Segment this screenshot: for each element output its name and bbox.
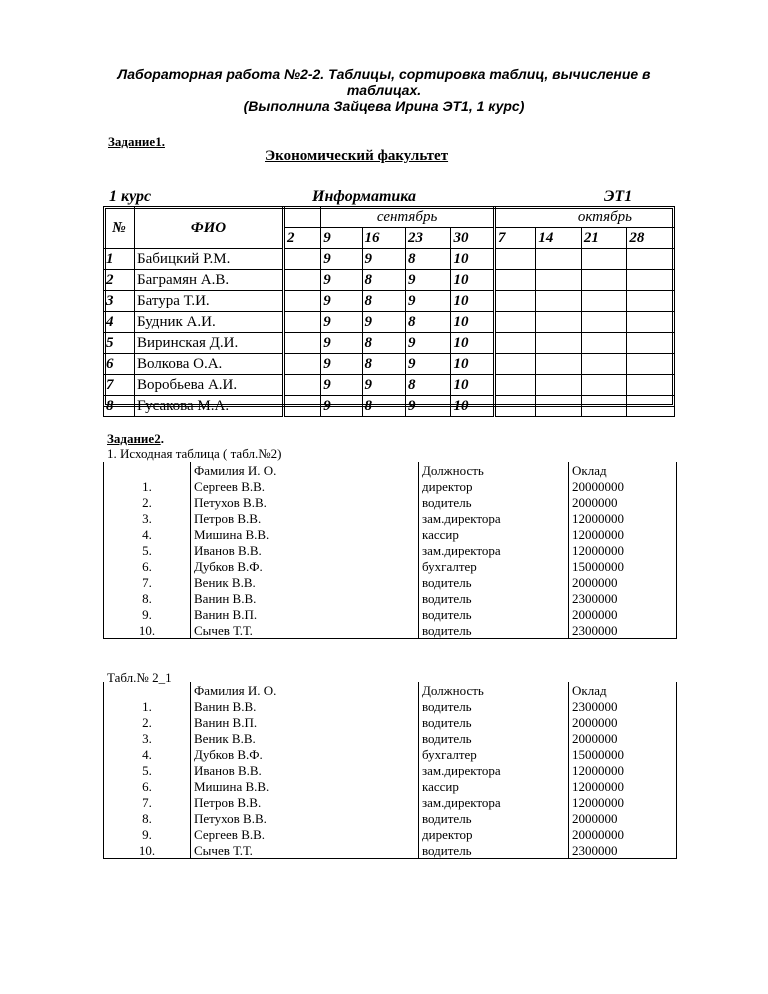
grade-cell	[494, 375, 535, 396]
header-row	[104, 682, 677, 698]
grade-cell	[581, 333, 627, 354]
grade-cell	[283, 291, 320, 312]
grade-cell	[536, 291, 582, 312]
student-number: 3	[104, 291, 135, 312]
grade-cell	[283, 249, 320, 270]
student-name: Баграмян А.В.	[135, 270, 284, 291]
header-row	[104, 462, 677, 478]
salary: 12000000	[569, 778, 677, 794]
employee-name: Мишина В.В.	[191, 778, 419, 794]
table-row	[104, 574, 677, 590]
grade-cell	[581, 354, 627, 375]
grade-cell: 10	[451, 333, 494, 354]
student-name: Будник А.И.	[135, 312, 284, 333]
column-header: Должность	[419, 682, 569, 698]
salary: 12000000	[569, 762, 677, 778]
salary: 2300000	[569, 622, 677, 639]
position: бухгалтер	[419, 558, 569, 574]
row-number: 6.	[104, 778, 191, 794]
grade-cell: 9	[405, 333, 451, 354]
grade-cell	[536, 312, 582, 333]
student-name: Гусакова М.А.	[135, 396, 284, 417]
employee-name: Сергеев В.В.	[191, 826, 419, 842]
table-row	[104, 698, 677, 714]
employee-name: Дубков В.Ф.	[191, 746, 419, 762]
position: водитель	[419, 606, 569, 622]
row-number: 3.	[104, 730, 191, 746]
grade-cell: 10	[451, 312, 494, 333]
student-name: Батура Т.И.	[135, 291, 284, 312]
source-table	[103, 462, 677, 639]
salary: 2300000	[569, 842, 677, 859]
grade-cell	[283, 270, 320, 291]
student-row	[104, 312, 675, 333]
day-header: 30	[451, 228, 494, 249]
student-row	[104, 396, 675, 417]
position: зам.директора	[419, 542, 569, 558]
grade-cell	[581, 375, 627, 396]
student-row	[104, 354, 675, 375]
salary: 15000000	[569, 558, 677, 574]
salary: 12000000	[569, 794, 677, 810]
column-header	[104, 682, 191, 698]
grade-cell: 9	[321, 312, 362, 333]
employee-name: Сычев Т.Т.	[191, 842, 419, 859]
table-row	[104, 478, 677, 494]
employee-name: Сергеев В.В.	[191, 478, 419, 494]
grade-cell: 9	[321, 291, 362, 312]
student-name: Виринская Д.И.	[135, 333, 284, 354]
employee-name: Петров В.В.	[191, 794, 419, 810]
table-row	[104, 510, 677, 526]
grade-cell	[283, 312, 320, 333]
position: водитель	[419, 730, 569, 746]
table-row	[104, 542, 677, 558]
course-label: 1 курс	[109, 188, 152, 205]
grade-cell: 9	[362, 312, 405, 333]
row-number: 4.	[104, 526, 191, 542]
position: директор	[419, 478, 569, 494]
table-row	[104, 762, 677, 778]
grade-cell: 9	[362, 249, 405, 270]
employee-name: Мишина В.В.	[191, 526, 419, 542]
grade-cell: 9	[321, 270, 362, 291]
title-line-1: Лабораторная работа №2-2. Таблицы, сортировка таблиц, вычисление в	[117, 66, 651, 82]
grade-cell	[536, 249, 582, 270]
table-row	[104, 714, 677, 730]
position: директор	[419, 826, 569, 842]
position: водитель	[419, 574, 569, 590]
row-number: 5.	[104, 762, 191, 778]
student-row	[104, 291, 675, 312]
grade-cell: 8	[362, 270, 405, 291]
grade-cell	[494, 333, 535, 354]
grade-cell: 8	[362, 354, 405, 375]
task1-label: Задание1.	[108, 134, 165, 149]
student-number: 5	[104, 333, 135, 354]
grade-cell: 10	[451, 375, 494, 396]
title-line-3: (Выполнила Зайцева Ирина ЭТ1, 1 курс)	[243, 98, 525, 114]
employee-name: Петров В.В.	[191, 510, 419, 526]
grade-cell	[494, 291, 535, 312]
grade-cell	[494, 249, 535, 270]
column-header: Оклад	[569, 682, 677, 698]
grade-cell	[581, 312, 627, 333]
salary: 20000000	[569, 826, 677, 842]
position: водитель	[419, 810, 569, 826]
row-number: 7.	[104, 794, 191, 810]
grade-cell	[627, 249, 675, 270]
student-number: 2	[104, 270, 135, 291]
salary: 2300000	[569, 698, 677, 714]
salary: 15000000	[569, 746, 677, 762]
grade-cell: 8	[362, 291, 405, 312]
month-october: октябрь	[536, 207, 675, 228]
grade-cell	[627, 396, 675, 417]
employee-name: Иванов В.В.	[191, 762, 419, 778]
table-row	[104, 526, 677, 542]
student-row	[104, 333, 675, 354]
column-header: Должность	[419, 462, 569, 478]
student-row	[104, 375, 675, 396]
grade-cell	[283, 375, 320, 396]
salary: 2000000	[569, 730, 677, 746]
group-label: ЭТ1	[604, 188, 633, 205]
grade-cell	[627, 333, 675, 354]
grade-cell	[581, 270, 627, 291]
employee-name: Веник В.В.	[191, 730, 419, 746]
student-number: 4	[104, 312, 135, 333]
student-number: 1	[104, 249, 135, 270]
faculty-heading: Экономический факультет	[265, 148, 449, 164]
task2-label: Задание2.	[107, 431, 164, 446]
grade-cell	[536, 396, 582, 417]
employee-name: Веник В.В.	[191, 574, 419, 590]
row-number: 1.	[104, 478, 191, 494]
grade-cell	[536, 375, 582, 396]
grade-cell	[494, 312, 535, 333]
position: кассир	[419, 526, 569, 542]
salary: 20000000	[569, 478, 677, 494]
grade-cell	[627, 312, 675, 333]
salary: 12000000	[569, 526, 677, 542]
grade-cell: 9	[405, 354, 451, 375]
grade-cell	[627, 270, 675, 291]
student-row	[104, 249, 675, 270]
grade-cell	[581, 291, 627, 312]
position: водитель	[419, 622, 569, 639]
salary: 12000000	[569, 542, 677, 558]
salary: 2000000	[569, 606, 677, 622]
salary: 2000000	[569, 574, 677, 590]
column-header: Фамилия И. О.	[191, 462, 419, 478]
employee-name: Сычев Т.Т.	[191, 622, 419, 639]
grade-cell	[536, 333, 582, 354]
grade-cell	[581, 249, 627, 270]
column-header: Оклад	[569, 462, 677, 478]
column-header	[104, 462, 191, 478]
employee-name: Ванин В.П.	[191, 714, 419, 730]
row-number: 9.	[104, 826, 191, 842]
day-header: 16	[362, 228, 405, 249]
title-line-2: таблицах.	[346, 82, 422, 98]
day-header: 2	[283, 228, 320, 249]
table-row	[104, 730, 677, 746]
salary: 2000000	[569, 810, 677, 826]
grade-cell: 8	[405, 312, 451, 333]
table-row	[104, 810, 677, 826]
grade-cell	[494, 396, 535, 417]
position: водитель	[419, 842, 569, 859]
sorted-table-caption: Табл.№ 2_1	[107, 670, 172, 685]
student-number: 8	[104, 396, 135, 417]
grade-cell: 9	[321, 396, 362, 417]
grade-cell: 8	[362, 396, 405, 417]
day-header: 23	[405, 228, 451, 249]
employee-name: Иванов В.В.	[191, 542, 419, 558]
month-september: сентябрь	[321, 207, 495, 228]
grade-cell	[536, 270, 582, 291]
row-number: 5.	[104, 542, 191, 558]
student-number: 7	[104, 375, 135, 396]
day-header: 28	[627, 228, 675, 249]
grade-cell: 9	[362, 375, 405, 396]
subject-label: Информатика	[312, 188, 416, 205]
grade-cell: 9	[405, 396, 451, 417]
position: кассир	[419, 778, 569, 794]
grade-cell: 10	[451, 291, 494, 312]
grade-cell	[283, 333, 320, 354]
row-number: 2.	[104, 494, 191, 510]
student-name: Бабицкий Р.М.	[135, 249, 284, 270]
student-name: Воробьева А.И.	[135, 375, 284, 396]
table-row	[104, 622, 677, 639]
grade-cell: 9	[405, 270, 451, 291]
salary: 2300000	[569, 590, 677, 606]
employee-name: Ванин В.В.	[191, 698, 419, 714]
attendance-table	[103, 206, 675, 417]
grade-cell	[494, 354, 535, 375]
grade-cell: 9	[321, 375, 362, 396]
position: водитель	[419, 590, 569, 606]
grade-cell: 8	[362, 333, 405, 354]
grade-cell: 10	[451, 354, 494, 375]
grade-cell	[627, 375, 675, 396]
row-number: 6.	[104, 558, 191, 574]
position: водитель	[419, 714, 569, 730]
employee-name: Петухов В.В.	[191, 494, 419, 510]
position: водитель	[419, 494, 569, 510]
grade-cell	[627, 354, 675, 375]
day-header: 14	[536, 228, 582, 249]
grade-cell: 9	[405, 291, 451, 312]
grade-cell	[536, 354, 582, 375]
grade-cell	[627, 291, 675, 312]
row-number: 3.	[104, 510, 191, 526]
document-title	[100, 66, 668, 114]
salary: 2000000	[569, 714, 677, 730]
position: водитель	[419, 698, 569, 714]
row-number: 2.	[104, 714, 191, 730]
row-number: 7.	[104, 574, 191, 590]
day-header: 21	[581, 228, 627, 249]
no-header: №	[104, 207, 135, 249]
table-row	[104, 778, 677, 794]
grade-cell: 8	[405, 249, 451, 270]
grade-cell: 9	[321, 333, 362, 354]
row-number: 9.	[104, 606, 191, 622]
table-row	[104, 494, 677, 510]
position: бухгалтер	[419, 746, 569, 762]
table-row	[104, 794, 677, 810]
row-number: 10.	[104, 622, 191, 639]
table-row	[104, 558, 677, 574]
grade-cell	[283, 396, 320, 417]
grade-cell: 8	[405, 375, 451, 396]
grade-cell	[283, 354, 320, 375]
row-number: 1.	[104, 698, 191, 714]
student-row	[104, 270, 675, 291]
position: зам.директора	[419, 510, 569, 526]
grade-cell: 9	[321, 249, 362, 270]
table-row	[104, 746, 677, 762]
employee-name: Ванин В.В.	[191, 590, 419, 606]
column-header: Фамилия И. О.	[191, 682, 419, 698]
employee-name: Петухов В.В.	[191, 810, 419, 826]
salary: 12000000	[569, 510, 677, 526]
grade-cell	[494, 270, 535, 291]
source-table-caption: 1. Исходная таблица ( табл.№2)	[107, 446, 282, 461]
row-number: 4.	[104, 746, 191, 762]
grade-cell: 10	[451, 249, 494, 270]
position: зам.директора	[419, 794, 569, 810]
fio-header: ФИО	[135, 207, 284, 249]
grade-cell: 9	[321, 354, 362, 375]
position: зам.директора	[419, 762, 569, 778]
salary: 2000000	[569, 494, 677, 510]
sorted-table	[103, 682, 677, 859]
grade-cell: 10	[451, 396, 494, 417]
student-number: 6	[104, 354, 135, 375]
grade-cell	[581, 396, 627, 417]
table-row	[104, 590, 677, 606]
row-number: 8.	[104, 590, 191, 606]
employee-name: Дубков В.Ф.	[191, 558, 419, 574]
row-number: 8.	[104, 810, 191, 826]
table-row	[104, 826, 677, 842]
employee-name: Ванин В.П.	[191, 606, 419, 622]
day-header: 9	[321, 228, 362, 249]
table-row	[104, 842, 677, 859]
table-row	[104, 606, 677, 622]
row-number: 10.	[104, 842, 191, 859]
day-header: 7	[494, 228, 535, 249]
student-name: Волкова О.А.	[135, 354, 284, 375]
grade-cell: 10	[451, 270, 494, 291]
